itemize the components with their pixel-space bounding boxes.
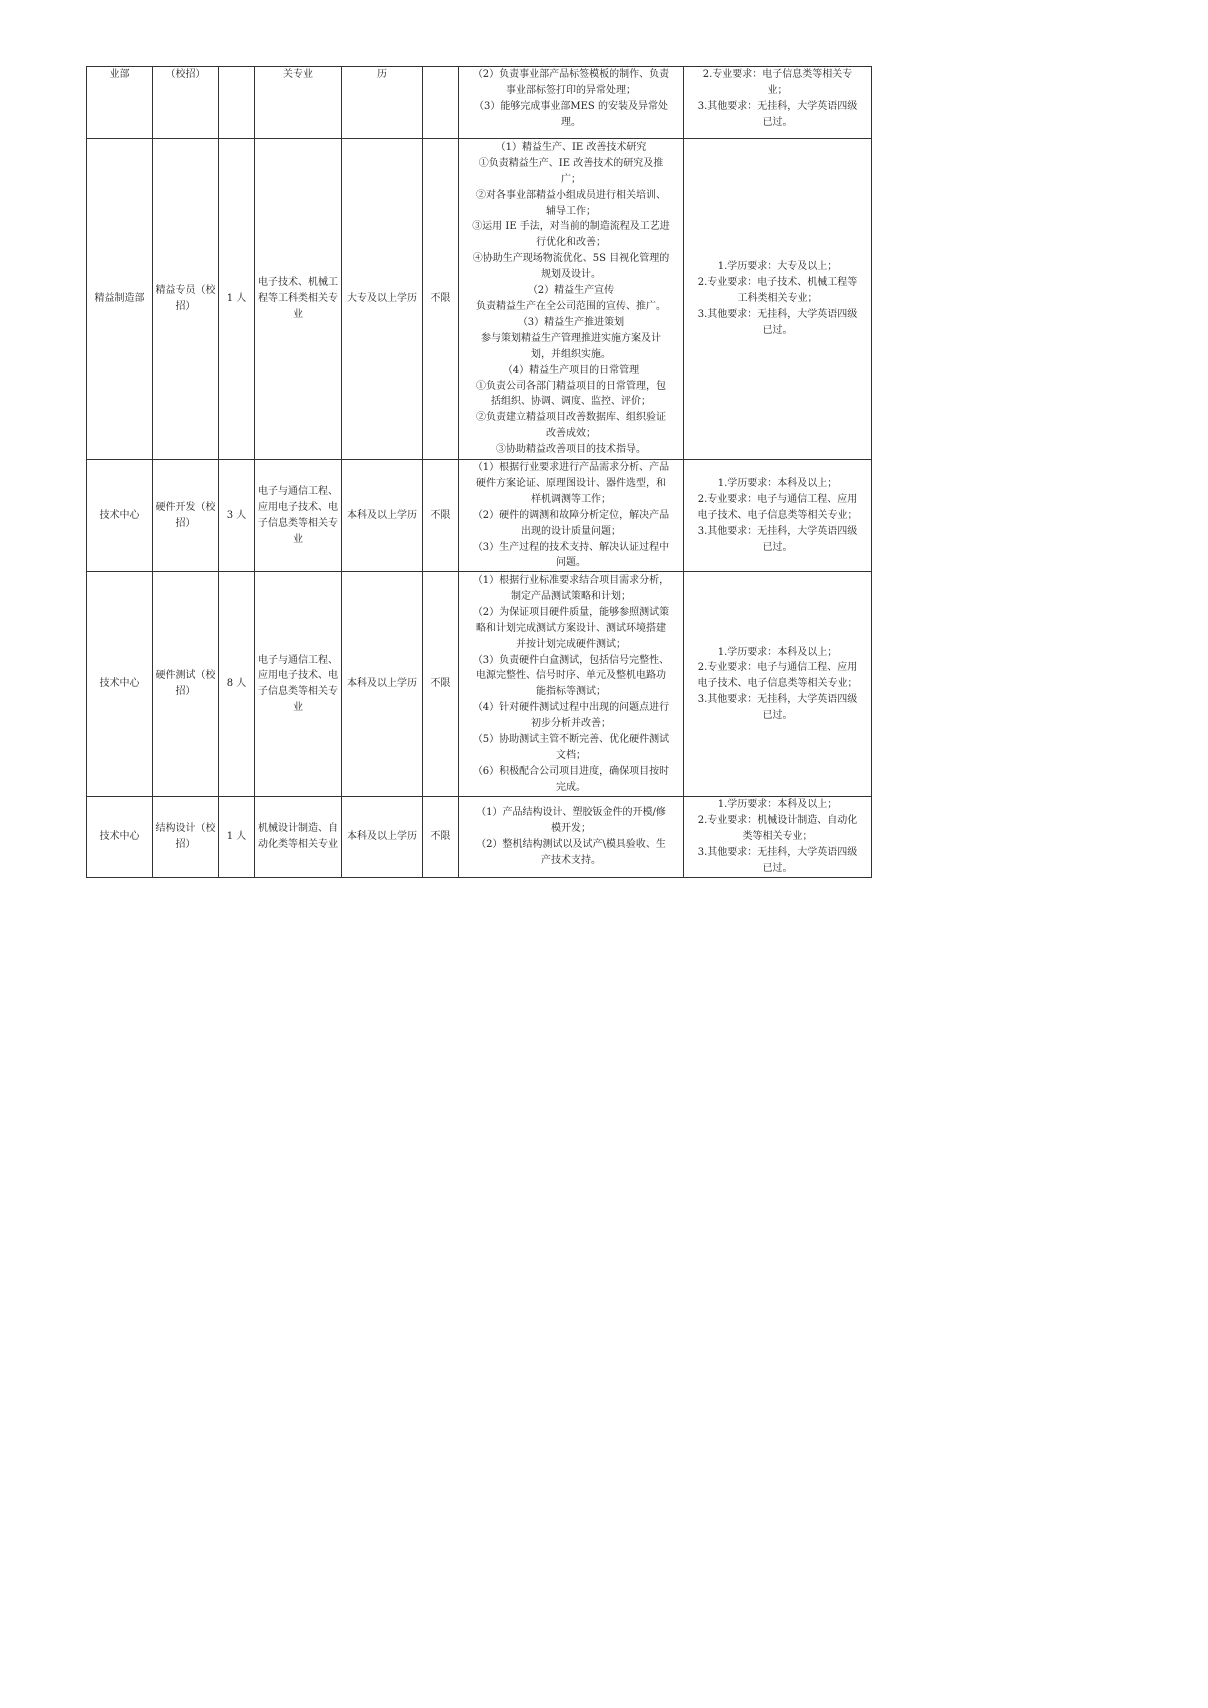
duty-line: 辅导工作； — [546, 205, 596, 217]
education-cell: 本科及以上学历 — [342, 797, 423, 878]
duty-line: 改善成效； — [546, 428, 596, 440]
requirement-line: 已过。 — [762, 116, 793, 128]
duty-line: 样机调测等工作； — [531, 493, 611, 505]
major-cell: 机械设计制造、自动化类等相关专业 — [255, 797, 342, 878]
duties-cell — [459, 797, 684, 878]
department-cell: 技术中心 — [87, 797, 153, 878]
education-cell: 本科及以上学历 — [342, 572, 423, 797]
department-cell: 精益制造部 — [87, 139, 153, 460]
requirement-line: 2.专业要求：电子与通信工程、应用 — [697, 662, 858, 674]
duty-line: 文档； — [556, 749, 586, 761]
requirement-line: 业； — [767, 84, 788, 96]
position-cell: 结构设计（校招） — [153, 797, 219, 878]
duty-line: ④协助生产现场物流优化、5S 目视化管理的 — [472, 253, 670, 265]
requirement-line: 已过。 — [762, 862, 793, 874]
major-cell: 电子与通信工程、应用电子技术、电子信息类等相关专业 — [255, 460, 342, 572]
duty-line: （2）硬件的调测和故障分析定位，解决产品 — [472, 509, 670, 521]
position-cell: （校招） — [153, 67, 219, 139]
table-row — [87, 67, 872, 139]
duty-line: 并按计划完成硬件测试； — [516, 638, 626, 650]
duty-line: （1）根据行业要求进行产品需求分析、产品 — [472, 462, 670, 473]
department-cell: 业部 — [87, 67, 153, 139]
duty-line: 括组织、协调、调度、监控、评价； — [491, 396, 651, 408]
requirement-line: 工科类相关专业； — [737, 293, 818, 305]
duty-line: （1）精益生产、IE 改善技术研究 — [495, 141, 647, 153]
duty-line: 行优化和改善； — [536, 237, 606, 249]
requirement-line: 1.学历要求：大专及以上； — [717, 261, 838, 273]
requirement-line: 2.专业要求：电子与通信工程、应用 — [697, 493, 858, 505]
requirement-line: 2.专业要求：电子信息类等相关专 — [702, 69, 853, 80]
department-cell: 技术中心 — [87, 572, 153, 797]
duty-line: ①负责公司各部门精益项目的日常管理，包 — [476, 380, 666, 392]
requirements-cell — [684, 572, 872, 797]
duty-line: ①负责精益生产、IE 改善技术的研究及推 — [478, 157, 664, 169]
requirements-cell — [684, 139, 872, 460]
duty-line: （2）整机结构测试以及试产\模具验收、生 — [476, 839, 666, 851]
education-cell: 历 — [342, 67, 423, 139]
education-cell: 大专及以上学历 — [342, 139, 423, 460]
duty-line: （2）负责事业部产品标签模板的制作、负责 — [472, 69, 670, 80]
headcount-cell: 1 人 — [219, 139, 255, 460]
table-row — [87, 139, 872, 460]
position-cell: 硬件开发（校招） — [153, 460, 219, 572]
requirement-line: 1.学历要求：本科及以上； — [717, 646, 838, 658]
duty-line: 略和计划完成测试方案设计、测试环境搭建 — [476, 622, 666, 634]
duty-line: （6）积极配合公司项目进度，确保项目按时 — [472, 765, 670, 777]
requirement-line: 已过。 — [762, 541, 793, 553]
headcount-cell: 3 人 — [219, 460, 255, 572]
table-row — [87, 797, 872, 878]
requirement-line: 1.学历要求：本科及以上； — [717, 799, 838, 811]
department-cell: 技术中心 — [87, 460, 153, 572]
duty-line: （4）针对硬件测试过程中出现的问题点进行 — [472, 702, 670, 714]
duty-line: 产技术支持。 — [541, 855, 601, 867]
duty-line: 初步分析并改善； — [531, 718, 611, 730]
duty-line: （3）精益生产推进策划 — [517, 316, 625, 328]
major-cell: 关专业 — [255, 67, 342, 139]
duty-line: 规划及设计。 — [541, 269, 601, 281]
duty-line: ③运用 IE 手法，对当前的制造流程及工艺进 — [472, 221, 670, 233]
requirement-line: 1.学历要求：本科及以上； — [717, 477, 838, 489]
other-cell: 不限 — [423, 797, 459, 878]
duties-cell — [459, 572, 684, 797]
duty-line: 问题。 — [556, 557, 586, 569]
duty-line: （1）产品结构设计、塑胶钣金件的开模/修 — [476, 807, 666, 819]
duty-line: （1）根据行业标准要求结合项目需求分析， — [472, 575, 670, 586]
duty-line: 完成。 — [556, 781, 586, 793]
duties-cell — [459, 139, 684, 460]
duty-line: 制定产品测试策略和计划； — [511, 590, 631, 602]
education-cell: 本科及以上学历 — [342, 460, 423, 572]
duty-line: （3）生产过程的技术支持、解决认证过程中 — [472, 541, 670, 553]
job-listing-table — [86, 66, 872, 878]
requirement-line: 类等相关专业； — [742, 831, 813, 843]
requirements-cell — [684, 67, 872, 139]
duty-line: 硬件方案论证、原理图设计、器件选型，和 — [476, 477, 666, 489]
requirement-line: 已过。 — [762, 710, 793, 722]
requirement-line: 3.其他要求：无挂科，大学英语四级 — [697, 100, 858, 112]
headcount-cell: 1 人 — [219, 797, 255, 878]
position-cell: 硬件测试（校招） — [153, 572, 219, 797]
requirement-line: 3.其他要求：无挂科，大学英语四级 — [697, 308, 858, 320]
headcount-cell: 8 人 — [219, 572, 255, 797]
duties-cell — [459, 460, 684, 572]
requirements-cell — [684, 460, 872, 572]
duty-line: 电源完整性、信号时序、单元及整机电路功 — [476, 670, 666, 682]
duties-cell — [459, 67, 684, 139]
duty-line: ②对各事业部精益小组成员进行相关培训、 — [476, 189, 666, 201]
duty-line: 负责精益生产在全公司范围的宣传、推广。 — [476, 301, 666, 312]
requirement-line: 3.其他要求：无挂科，大学英语四级 — [697, 525, 858, 537]
requirement-line: 已过。 — [762, 324, 793, 336]
other-cell: 不限 — [423, 572, 459, 797]
duty-line: 划，并组织实施。 — [531, 348, 611, 360]
duty-line: 事业部标签打印的异常处理； — [506, 84, 636, 96]
other-cell — [423, 67, 459, 139]
requirement-line: 电子技术、电子信息类等相关专业； — [697, 509, 858, 521]
duty-line: （3）负责硬件白盒测试，包括信号完整性、 — [472, 654, 670, 666]
position-cell: 精益专员（校招） — [153, 139, 219, 460]
duty-line: （2）精益生产宣传 — [527, 285, 615, 297]
duty-line: （3）能够完成事业部MES 的安装及异常处 — [474, 100, 668, 112]
duty-line: ②负责建立精益项目改善数据库、组织验证 — [476, 412, 666, 424]
duty-line: （4）精益生产项目的日常管理 — [502, 364, 640, 376]
requirement-line: 3.其他要求：无挂科，大学英语四级 — [697, 694, 858, 706]
duty-line: 能指标等测试； — [536, 686, 606, 698]
duty-line: 广； — [561, 173, 581, 185]
major-cell: 电子与通信工程、应用电子技术、电子信息类等相关专业 — [255, 572, 342, 797]
duty-line: （5）协助测试主管不断完善、优化硬件测试 — [472, 734, 670, 746]
requirement-line: 电子技术、电子信息类等相关专业； — [697, 678, 858, 690]
other-cell: 不限 — [423, 139, 459, 460]
major-cell: 电子技术、机械工程等工科类相关专业 — [255, 139, 342, 460]
table-row — [87, 572, 872, 797]
duty-line: ③协助精益改善项目的技术指导。 — [496, 444, 646, 456]
requirements-cell — [684, 797, 872, 878]
duty-line: 理。 — [561, 116, 581, 128]
duty-line: 参与策划精益生产管理推进实施方案及计 — [481, 332, 661, 344]
table-row — [87, 460, 872, 572]
requirement-line: 2.专业要求：机械设计制造、自动化 — [697, 815, 858, 827]
other-cell: 不限 — [423, 460, 459, 572]
duty-line: （2）为保证项目硬件质量，能够参照测试策 — [472, 606, 670, 618]
duty-line: 模开发； — [551, 823, 591, 835]
duty-line: 出现的设计质量问题； — [521, 525, 621, 537]
requirement-line: 2.专业要求：电子技术、机械工程等 — [697, 277, 858, 289]
requirement-line: 3.其他要求：无挂科，大学英语四级 — [697, 847, 858, 859]
headcount-cell — [219, 67, 255, 139]
